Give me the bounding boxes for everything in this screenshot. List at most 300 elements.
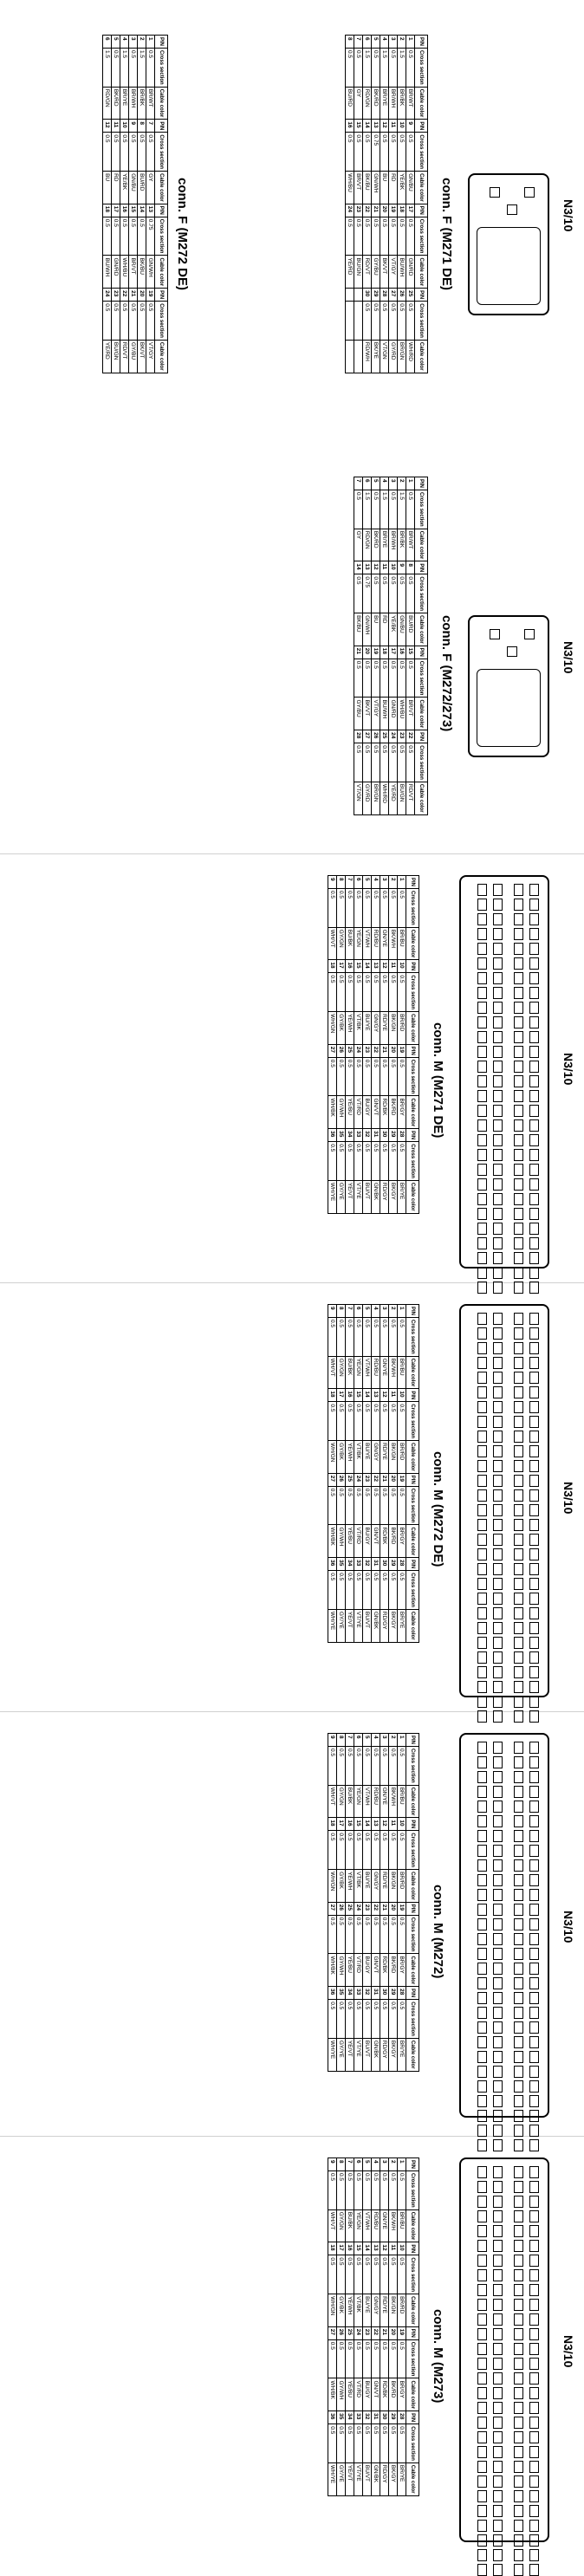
cross-section-cell: 0.5 — [337, 2171, 346, 2210]
pin-number-cell: 8 — [346, 36, 354, 49]
pin-number-cell: 9 — [129, 120, 138, 133]
connector-pin-cavity — [514, 1845, 523, 1857]
cable-color-cell: GN/BK — [372, 1180, 380, 1213]
cross-section-cell — [346, 302, 354, 341]
cable-color-cell: BR/WH — [129, 87, 138, 120]
cross-section-cell: 0.5 — [337, 1915, 346, 1954]
column-header: Cable color — [406, 1609, 419, 1642]
connector-pin-cavity — [529, 1815, 539, 1827]
connector-pin-cavity — [529, 1016, 539, 1028]
connector-pin-cavity — [514, 928, 523, 940]
cross-section-cell: 0.5 — [406, 302, 415, 341]
cross-section-cell: 0.5 — [138, 133, 146, 172]
section-heading: N3/10 — [561, 1911, 575, 1943]
column-header: Cross section — [406, 1318, 419, 1357]
connector-pin-row — [477, 884, 487, 1294]
cross-section-cell: 0.5 — [380, 1915, 389, 1954]
cable-color-cell: RD/BK — [380, 2378, 389, 2411]
connector-pin-cavity — [514, 2269, 523, 2281]
column-header: Cross section — [406, 973, 419, 1012]
pin-number-cell: 31 — [372, 1987, 380, 2000]
cross-section-cell: 0.5 — [346, 889, 354, 928]
pin-table-m-m271de — [328, 875, 419, 1214]
connector-m-drawing — [459, 1304, 549, 1697]
connector-pin-cavity — [493, 2007, 503, 2019]
connector-pin-cavity — [493, 2564, 503, 2576]
connector-pin-cavity — [493, 2110, 503, 2122]
connector-pin-cavity — [514, 1445, 523, 1457]
connector-pin-row — [514, 1313, 523, 1723]
pin-number-cell: 30 — [380, 1987, 389, 2000]
connector-pin-cavity — [529, 1164, 539, 1176]
cross-section-cell: 0.5 — [380, 1571, 389, 1610]
column-header: PIN — [406, 1389, 419, 1402]
connector-pin-cavity — [514, 2313, 523, 2326]
cable-color-cell: GY/YE — [337, 2038, 346, 2071]
column-header: PIN — [415, 561, 428, 574]
connector-pin-cavity — [514, 899, 523, 911]
cable-color-cell: WH/BK — [328, 1525, 337, 1558]
pin-number-cell: 19 — [389, 204, 398, 217]
cross-section-cell: 0.5 — [363, 2424, 372, 2463]
cable-color-cell: YE/RD — [389, 782, 398, 814]
cable-color-cell: GY/BU — [372, 256, 380, 289]
connector-pin-cavity — [529, 1696, 539, 1708]
cross-section-cell: 0.5 — [389, 49, 398, 88]
connector-pin-cavity — [477, 972, 487, 984]
cross-section-cell: 0.5 — [328, 1915, 337, 1954]
pin-number-cell: 20 — [363, 646, 372, 659]
connector-pin-cavity — [529, 1756, 539, 1768]
cable-color-cell: GN/BK — [372, 2462, 380, 2495]
connector-pin-cavity — [529, 2520, 539, 2532]
connector-pin-cavity — [529, 1622, 539, 1634]
connector-pin-cavity — [514, 1386, 523, 1398]
pin-number-cell: 27 — [328, 1902, 337, 1915]
pin-number-cell: 10 — [398, 960, 406, 973]
cross-section-cell: 0.5 — [354, 1142, 363, 1181]
connector-pin-cavity — [493, 1193, 503, 1205]
connector-pin-cavity — [514, 1519, 523, 1531]
cable-color-cell: BK/GY — [389, 2038, 398, 2071]
column-header: Cross section — [406, 1057, 419, 1096]
column-header: PIN — [155, 289, 168, 302]
connector-pin-cavity — [529, 1948, 539, 1960]
connector-pin-cavity — [514, 1178, 523, 1191]
connector-pin-cavity — [529, 2255, 539, 2267]
connector-pin-cavity — [529, 2402, 539, 2414]
table-row — [380, 477, 389, 815]
connector-pin-cavity — [529, 1386, 539, 1398]
cross-section-cell: 1.5 — [380, 490, 389, 529]
cable-color-cell: YE/GN — [354, 927, 363, 960]
table-row — [398, 36, 406, 373]
connector-pin-cavity — [493, 2461, 503, 2473]
cross-section-cell: 0.5 — [398, 1402, 406, 1441]
cross-section-cell: 0.5 — [389, 302, 398, 341]
connector-pin-cavity — [514, 1874, 523, 1886]
connector-pin-cavity — [493, 1119, 503, 1132]
connector-pin-cavity — [493, 2313, 503, 2326]
connector-pin-cavity — [529, 899, 539, 911]
cross-section-cell: 0.5 — [328, 1318, 337, 1357]
cross-section-cell: 0.5 — [129, 302, 138, 341]
cross-section-cell: 0.5 — [346, 1318, 354, 1357]
cable-color-cell: BU/YE — [363, 1870, 372, 1903]
cable-color-cell: GY/GN — [337, 1356, 346, 1389]
pin-number-cell: 2 — [389, 1734, 398, 1747]
connector-pin-cavity — [477, 1090, 487, 1102]
cross-section-cell: 0.5 — [363, 973, 372, 1012]
connector-pin-cavity — [514, 2505, 523, 2517]
cross-section-cell: 0.5 — [380, 659, 389, 698]
connector-pin-cavity — [493, 2299, 503, 2311]
pin-number-cell: 14 — [363, 2242, 372, 2255]
cable-color-cell: YE/GN — [354, 2209, 363, 2242]
connector-pin-cavity — [529, 1666, 539, 1678]
connector-pin-cavity — [529, 1031, 539, 1043]
pin-number-cell: 13 — [363, 561, 372, 574]
connector-pin-cavity — [477, 1977, 487, 1989]
cable-color-cell: GY/GN — [337, 1785, 346, 1818]
connector-pin-cavity — [529, 972, 539, 984]
cross-section-cell: 0.5 — [380, 889, 389, 928]
cable-color-cell: VT/WH — [363, 2209, 372, 2242]
column-header: PIN — [415, 646, 428, 659]
pin-number-cell: 15 — [354, 960, 363, 973]
connector-pin-cavity — [514, 1046, 523, 1058]
table-row — [354, 876, 363, 1214]
connector-pin-cavity — [477, 2036, 487, 2048]
connector-pin-cavity — [493, 2358, 503, 2370]
cross-section-cell: 0.5 — [354, 2339, 363, 2378]
connector-pin-cavity — [514, 1756, 523, 1768]
pin-number-cell: 18 — [398, 204, 406, 217]
cable-color-cell: BU/GN — [112, 340, 120, 373]
column-header: Cable color — [406, 1525, 419, 1558]
connector-pin-cavity — [529, 2196, 539, 2208]
pin-number-cell: 12 — [380, 120, 389, 133]
connector-pin-cavity — [493, 2475, 503, 2488]
cross-section-cell: 0.5 — [363, 2171, 372, 2210]
pin-number-cell: 36 — [328, 1987, 337, 2000]
cross-section-cell: 0.5 — [398, 2255, 406, 2294]
cable-color-cell: YE/BK — [120, 172, 129, 204]
cable-color-cell: RD/BK — [380, 1954, 389, 1987]
pin-number-cell: 36 — [328, 1558, 337, 1571]
connector-pin-cavity — [529, 2240, 539, 2252]
connector-pin-cavity — [493, 2328, 503, 2340]
connector-pin-cavity — [529, 1519, 539, 1531]
connector-pin-cavity — [477, 1578, 487, 1590]
cross-section-cell: 0.5 — [337, 1402, 346, 1441]
connector-pin-cavity — [514, 1431, 523, 1443]
pin-number-cell: 35 — [337, 1987, 346, 2000]
pin-number-cell: 32 — [363, 1987, 372, 2000]
connector-pin-cavity — [493, 1208, 503, 1220]
cable-color-cell: GN/VT — [372, 1954, 380, 1987]
connector-pin-cavity — [529, 2534, 539, 2547]
pin-number-cell: 35 — [337, 2411, 346, 2424]
cable-color-cell: WH/YE — [328, 1180, 337, 1213]
connector-pin-cavity — [529, 2210, 539, 2222]
column-header: Cross section — [415, 217, 428, 256]
pin-number-cell: 11 — [389, 960, 398, 973]
pin-number-cell: 28 — [380, 289, 389, 302]
table-row — [363, 2158, 372, 2496]
cross-section-cell: 0.5 — [398, 1571, 406, 1610]
cable-color-cell: GY/WH — [337, 1954, 346, 1987]
cross-section-cell: 0.5 — [389, 1915, 398, 1954]
cross-section-cell: 0.5 — [120, 217, 129, 256]
connector-pin-cavity — [514, 2284, 523, 2296]
connector-pin-cavity — [529, 913, 539, 925]
connector-pin-cavity — [493, 1593, 503, 1605]
cable-color-cell: RD/GY — [380, 1180, 389, 1213]
pin-number-cell: 10 — [398, 1389, 406, 1402]
connector-pin-cavity — [514, 1372, 523, 1384]
cross-section-cell: 0.5 — [389, 2255, 398, 2294]
cable-color-cell: BR/BK — [398, 87, 406, 120]
connector-pin-cavity — [477, 913, 487, 925]
cable-color-cell: BU/GN — [354, 256, 363, 289]
pin-number-cell: 17 — [337, 960, 346, 973]
column-header: PIN — [406, 1473, 419, 1486]
connector-pin-row — [529, 2166, 539, 2576]
cable-color-cell: VT/WH — [363, 927, 372, 960]
pin-number-cell: 12 — [372, 561, 380, 574]
connector-pin-cavity — [529, 2299, 539, 2311]
pin-number-cell: 15 — [354, 1389, 363, 1402]
connector-pin-cavity — [493, 1164, 503, 1176]
cross-section-cell: 0.5 — [363, 217, 372, 256]
pin-number-cell: 23 — [363, 1902, 372, 1915]
table-row — [337, 1305, 346, 1643]
connector-pin-cavity — [493, 1267, 503, 1279]
connector-pin-cavity — [493, 972, 503, 984]
column-header: Cable color — [406, 2209, 419, 2242]
pin-number-cell: 3 — [380, 1305, 389, 1318]
pin-number-cell: 32 — [363, 1558, 372, 1571]
connector-pin-cavity — [493, 2196, 503, 2208]
cable-color-cell: BK/WH — [389, 1785, 398, 1818]
connector-pin-cavity — [514, 2490, 523, 2502]
connector-pin-cavity — [529, 1889, 539, 1901]
pin-number-cell: 7 — [354, 477, 363, 490]
cable-color-cell: VT/YE — [354, 2462, 363, 2495]
cable-color-cell: VT/RD — [354, 1954, 363, 1987]
connector-pin-cavity — [493, 1460, 503, 1472]
column-header: PIN — [415, 289, 428, 302]
column-header: PIN — [415, 477, 428, 490]
connector-pin-cavity — [514, 1105, 523, 1117]
column-header: Cross section — [406, 1831, 419, 1870]
column-header: PIN — [406, 2242, 419, 2255]
connector-pin-cavity — [477, 1445, 487, 1457]
connector-pin-cavity — [477, 1046, 487, 1058]
connector-pin-cavity — [493, 1282, 503, 1294]
pin-number-cell: 20 — [389, 1902, 398, 1915]
table-row — [354, 1305, 363, 1643]
column-header: Cable color — [415, 87, 428, 120]
cross-section-cell: 1.5 — [398, 490, 406, 529]
connector-pin-cavity — [529, 1267, 539, 1279]
cable-color-cell: VT/YE — [354, 1180, 363, 1213]
table-row — [363, 1734, 372, 2072]
column-header: Cable color — [406, 2038, 419, 2071]
connector-pin-cavity — [529, 2328, 539, 2340]
connector-pin-cavity — [477, 2313, 487, 2326]
cable-color-cell: GN/RD — [389, 698, 398, 730]
pin-number-cell: 4 — [120, 36, 129, 49]
cable-color-cell: BR/YE — [398, 1609, 406, 1642]
connector-pin-cavity — [493, 2051, 503, 2063]
connector-pin-cavity — [529, 2549, 539, 2561]
connector-pin-cavity — [477, 1563, 487, 1575]
cross-section-cell: 0.5 — [354, 1057, 363, 1096]
cross-section-cell: 0.5 — [328, 2255, 337, 2294]
connector-pin-cavity — [514, 913, 523, 925]
pin-number-cell: 28 — [398, 1987, 406, 2000]
pin-number-cell: 26 — [398, 289, 406, 302]
pin-number-cell: 3 — [389, 36, 398, 49]
cross-section-cell: 0.5 — [138, 217, 146, 256]
connector-pin-cavity — [477, 2240, 487, 2252]
connector-pin-cavity — [529, 1416, 539, 1428]
connector-pin-cavity — [529, 1075, 539, 1087]
connector-pin-cavity — [493, 1666, 503, 1678]
pin-number-cell: 29 — [389, 2411, 398, 2424]
connector-pin-cavity — [477, 2534, 487, 2547]
pin-number-cell: 7 — [346, 1305, 354, 1318]
connector-pin-cavity — [529, 2490, 539, 2502]
table-row — [354, 2158, 363, 2496]
connector-pin-cavity — [514, 1282, 523, 1294]
pin-number-cell: 10 — [389, 561, 398, 574]
connector-pin-cavity — [529, 1534, 539, 1546]
connector-f-drawing — [468, 615, 549, 757]
connector-pin-cavity — [529, 2110, 539, 2122]
pin-number-cell: 34 — [346, 1987, 354, 2000]
pin-number-cell: 21 — [380, 2326, 389, 2339]
pin-number-cell: 6 — [354, 1734, 363, 1747]
connector-pin-cavity — [477, 1830, 487, 1842]
cable-color-cell: VT/YE — [354, 1609, 363, 1642]
connector-pin-cavity — [477, 1786, 487, 1798]
connector-pin-cavity — [493, 2534, 503, 2547]
connector-pin-cavity — [529, 2181, 539, 2193]
connector-pin-cavity — [529, 1046, 539, 1058]
connector-pin-cavity — [529, 2225, 539, 2237]
pin-number-cell: 9 — [398, 561, 406, 574]
connector-pin-cavity — [493, 1815, 503, 1827]
connector-pin-cavity — [493, 1963, 503, 1975]
pin-number-cell: 9 — [328, 2158, 337, 2171]
connector-pin-cavity — [514, 1918, 523, 1930]
cross-section-cell: 0.5 — [363, 2000, 372, 2039]
connector-pin-cavity — [477, 1845, 487, 1857]
cross-section-cell: 0.5 — [398, 659, 406, 698]
connector-pin-cavity — [529, 1771, 539, 1783]
cross-section-cell: 0.5 — [398, 133, 406, 172]
pin-number-cell: 4 — [372, 1305, 380, 1318]
connector-pin-cavity — [493, 2402, 503, 2414]
connector-pin-cavity — [477, 1948, 487, 1960]
cross-section-cell: 0.5 — [328, 2424, 337, 2463]
connector-pin-cavity — [477, 1904, 487, 1916]
cable-color-cell: GY/BK — [337, 1441, 346, 1474]
cross-section-cell: 0.5 — [372, 2339, 380, 2378]
pin-number-cell: 5 — [363, 1305, 372, 1318]
connector-pin-cavity — [514, 1504, 523, 1516]
cross-section-cell: 0.5 — [389, 1571, 398, 1610]
connector-pin-cavity — [529, 1742, 539, 1754]
connector-pin-cavity — [477, 1016, 487, 1028]
column-header: Cross section — [155, 133, 168, 172]
table-row — [112, 36, 120, 373]
connector-pin-cavity — [514, 2125, 523, 2137]
connector-pin-cavity — [477, 2255, 487, 2267]
pin-number-cell: 6 — [103, 36, 112, 49]
column-header: Cross section — [415, 302, 428, 341]
cable-color-cell: GN/WH — [146, 256, 155, 289]
table-row — [372, 876, 380, 1214]
connector-pin-cavity — [514, 1342, 523, 1354]
connector-pin-cavity — [493, 1223, 503, 1235]
connector-pin-cavity — [493, 928, 503, 940]
cable-color-cell: BR/WH — [389, 87, 398, 120]
pin-number-cell: 27 — [328, 2326, 337, 2339]
connector-pin-cavity — [529, 2125, 539, 2137]
connector-pin-cavity — [477, 943, 487, 955]
cross-section-cell: 0.5 — [389, 1402, 398, 1441]
column-header: Cable color — [406, 1785, 419, 1818]
connector-pin-cavity — [493, 1519, 503, 1531]
column-header: PIN — [415, 730, 428, 743]
column-header: PIN — [406, 1305, 419, 1318]
pin-number-cell: 31 — [372, 2411, 380, 2424]
table-row — [120, 36, 129, 373]
connector-pin-cavity — [529, 2446, 539, 2458]
connector-pin-cavity — [477, 2181, 487, 2193]
connector-pin-cavity — [529, 2358, 539, 2370]
column-header: Cross section — [155, 49, 168, 88]
cross-section-cell: 0.5 — [363, 1402, 372, 1441]
pin-number-cell: 14 — [138, 204, 146, 217]
cable-color-cell: BU/WH — [380, 698, 389, 730]
connector-pin-cavity — [477, 2284, 487, 2296]
connector-pin-cavity — [477, 1372, 487, 1384]
connector-pin-cavity — [529, 1607, 539, 1619]
cable-color-cell: BK/RD — [389, 1525, 398, 1558]
column-header: Cable color — [415, 613, 428, 646]
cross-section-cell: 0.5 — [389, 2000, 398, 2039]
cable-color-cell: YE/GN — [354, 1356, 363, 1389]
connector-pin-cavity — [493, 1801, 503, 1813]
connector-pin-cavity — [514, 1548, 523, 1561]
cross-section-cell: 0.5 — [328, 1486, 337, 1525]
cross-section-cell: 0.5 — [380, 133, 389, 172]
pin-number-cell — [354, 289, 363, 302]
connector-pin-cavity — [514, 2196, 523, 2208]
cable-color-cell: YE/RD — [346, 256, 354, 289]
table-row — [129, 36, 138, 373]
pin-number-cell: 6 — [354, 876, 363, 889]
connector-pin-cavity — [529, 1193, 539, 1205]
cable-color-cell: VT/GY — [146, 340, 155, 373]
pin-number-cell: 6 — [363, 36, 372, 49]
pin-number-cell: 35 — [337, 1558, 346, 1571]
